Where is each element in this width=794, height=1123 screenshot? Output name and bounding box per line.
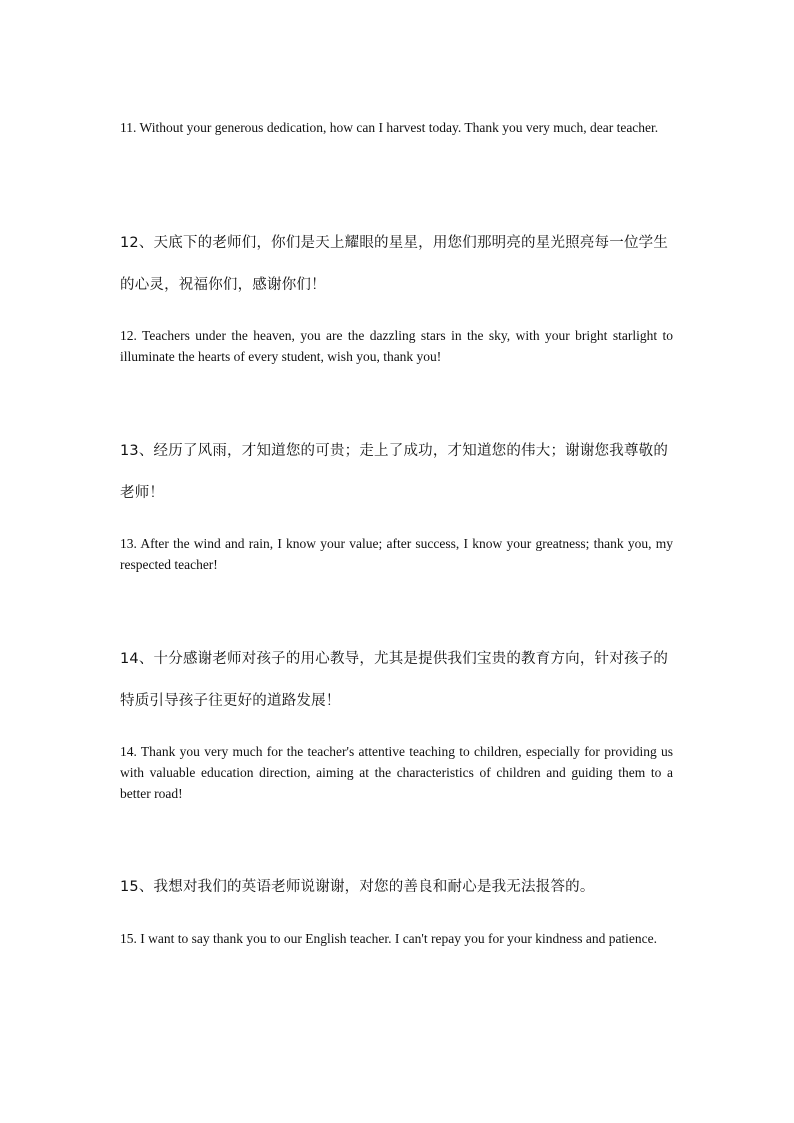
paragraph-12-chinese: 12、天底下的老师们，你们是天上耀眼的星星，用您们那明亮的星光照亮每一位学生的心灵，祝福你们，感谢你们！	[120, 235, 669, 293]
paragraph-14-chinese: 14、十分感谢老师对孩子的用心教导，尤其是提供我们宝贵的教育方向，针对孩子的特质引导孩子往更好的道路发展！	[120, 651, 669, 709]
paragraph-13-english: 13. After the wind and rain, I know your value; after success, I know your greatness; thank you, my respected teacher!	[120, 536, 673, 572]
paragraph-11-english: 11. Without your generous dedication, how can I harvest today. Thank you very much, dear teacher.	[120, 120, 659, 135]
paragraph-15-chinese: 15、我想对我们的英语老师说谢谢，对您的善良和耐心是我无法报答的。	[120, 879, 595, 895]
paragraph-15-english: 15. I want to say thank you to our English teacher. I can't repay you for your kindness and patience.	[120, 931, 658, 946]
paragraph-14-english: 14. Thank you very much for the teacher's attentive teaching to children, especially for providing us with valuable education direction, aiming at the characteristics of children and guiding them to a better road!	[120, 744, 673, 801]
paragraph-13-chinese: 13、经历了风雨，才知道您的可贵；走上了成功，才知道您的伟大；谢谢您我尊敬的老师！	[120, 443, 669, 501]
paragraph-12-english: 12. Teachers under the heaven, you are the dazzling stars in the sky, with your bright starlight to illuminate the hearts of every student, wish you, thank you!	[120, 328, 673, 364]
